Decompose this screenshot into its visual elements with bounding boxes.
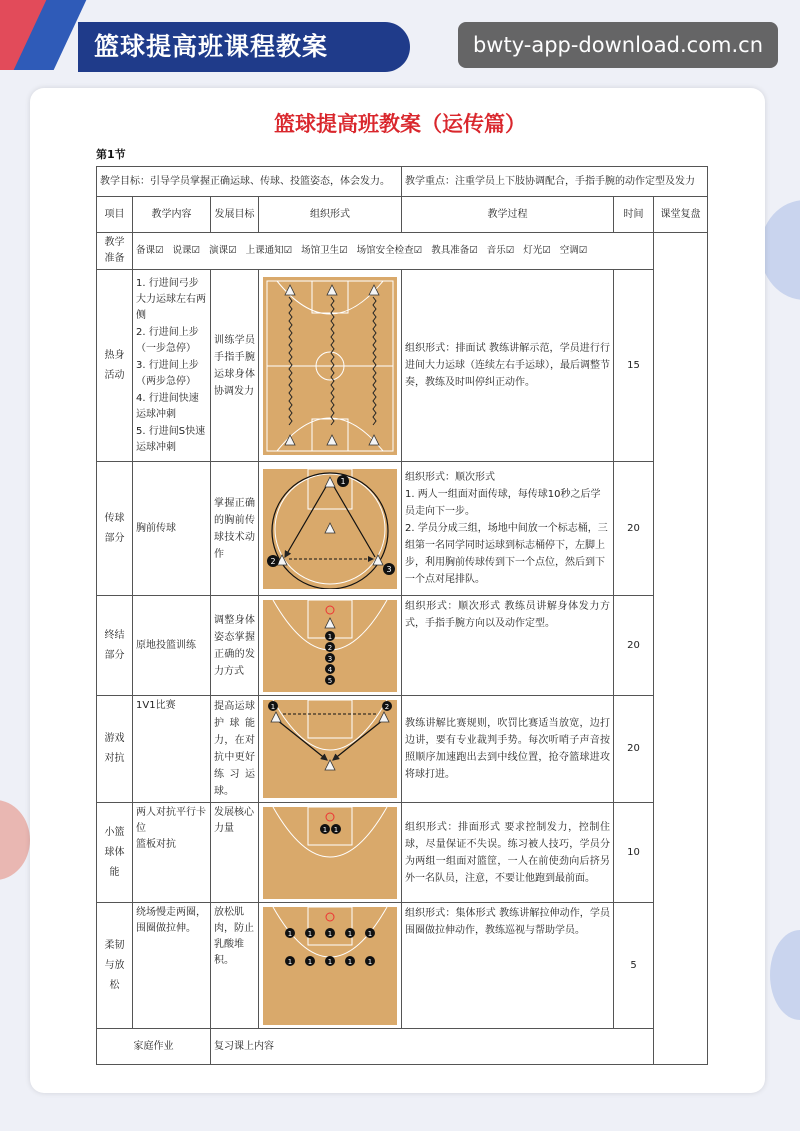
prep-item: 上课通知☑ bbox=[245, 245, 293, 256]
row-process: 组织形式：顺次形式 教练员讲解身体发力方式，手指手腕方向以及动作定型。 bbox=[402, 596, 614, 696]
row-time: 5 bbox=[614, 903, 654, 1029]
row-content: 1V1比赛 bbox=[133, 696, 211, 803]
row-goal: 训练学员手指手腕运球身体协调发力 bbox=[211, 270, 259, 462]
row-time: 10 bbox=[614, 803, 654, 903]
player-label: 1 bbox=[367, 957, 373, 966]
player-label: 1 bbox=[287, 929, 293, 938]
court-diagram-stretch bbox=[263, 907, 397, 1025]
diagram-cell bbox=[259, 803, 402, 903]
row-item: 小篮球体能 bbox=[97, 803, 133, 903]
prep-item: 演课☑ bbox=[209, 245, 237, 256]
player-label: 2 bbox=[270, 556, 276, 566]
process-line: 2. 学员分成三组，场地中间放一个标志桶，三组第一名同学同时运球到标志桶停下，左脚上步，利用胸前传球传到下一个点位，然后到下一个点对尾排队。 bbox=[405, 523, 608, 585]
player-label: 1 bbox=[327, 929, 333, 938]
player-label: 1 bbox=[322, 825, 328, 834]
site-watermark[interactable]: bwty-app-download.com.cn bbox=[458, 22, 778, 68]
player-label: 1 bbox=[327, 957, 333, 966]
player-label: 2 bbox=[327, 643, 333, 652]
diagram-cell bbox=[259, 462, 402, 596]
player-label: 1 bbox=[333, 825, 339, 834]
player-label: 3 bbox=[327, 654, 333, 663]
row-process: 组织形式：排面形式 要求控制发力，控制住球，尽量保证不失误。练习被人技巧，学员分为两组一组面对篮筐，一人在前使劲向后挤另外一名队员，注意，不要让他跑到最前面。 bbox=[402, 803, 614, 903]
player-label: 1 bbox=[307, 929, 313, 938]
row-content bbox=[133, 270, 211, 462]
document-title: 篮球提高班教案（运传篇） bbox=[274, 112, 526, 136]
prep-item: 教具准备☑ bbox=[431, 245, 478, 256]
corner-decoration bbox=[0, 0, 90, 70]
court-diagram-1v1 bbox=[263, 700, 397, 798]
player-label: 5 bbox=[327, 676, 333, 685]
row-time: 20 bbox=[614, 596, 654, 696]
prep-item: 说课☑ bbox=[172, 245, 201, 256]
prep-item: 空调☑ bbox=[559, 245, 588, 256]
header-process: 教学过程 bbox=[402, 197, 614, 233]
row-item: 柔韧与放松 bbox=[97, 903, 133, 1029]
row-content bbox=[133, 803, 211, 903]
player-label: 1 bbox=[307, 957, 313, 966]
row-time: 20 bbox=[614, 462, 654, 596]
court-diagram-boxout bbox=[263, 807, 397, 899]
content-line: 3. 行进间上步（两步急停） bbox=[136, 359, 199, 387]
player-label: 4 bbox=[327, 665, 333, 674]
row-goal: 调整身体姿态掌握正确的发力方式 bbox=[211, 596, 259, 696]
process-line: 组织形式：顺次形式 bbox=[405, 472, 495, 483]
teaching-focus: 教学重点：注重学员上下肢协调配合，手指手腕的动作定型及发力 bbox=[402, 167, 708, 197]
player-label: 1 bbox=[287, 957, 293, 966]
row-content: 胸前传球 bbox=[133, 462, 211, 596]
row-time: 15 bbox=[614, 270, 654, 462]
banner-title: 篮球提高班课程教案 bbox=[78, 22, 410, 72]
header-time: 时间 bbox=[614, 197, 654, 233]
diagram-cell bbox=[259, 696, 402, 803]
court-diagram-shooting bbox=[263, 600, 397, 692]
content-line: 两人对抗平行卡位 bbox=[136, 807, 206, 834]
player-label: 1 bbox=[347, 929, 353, 938]
header-item: 项目 bbox=[97, 197, 133, 233]
player-label: 1 bbox=[327, 632, 333, 641]
court-diagram-passing bbox=[263, 469, 397, 589]
header-review: 课堂复盘 bbox=[654, 197, 708, 233]
row-item: 传球部分 bbox=[97, 462, 133, 596]
row-content: 原地投篮训练 bbox=[133, 596, 211, 696]
row-process: 教练讲解比赛规则，吹罚比赛适当放宽，边打边讲，要有专业裁判手势。每次听哨子声音按照顺序加速跑出去到中线位置，抢夺篮球进攻将球打进。 bbox=[402, 696, 614, 803]
diagram-cell bbox=[259, 903, 402, 1029]
row-goal: 掌握正确的胸前传球技术动作 bbox=[211, 462, 259, 596]
diagram-cell bbox=[259, 270, 402, 462]
content-line: 4. 行进间快速运球冲刺 bbox=[136, 392, 199, 420]
content-line: 5. 行进间S快速运球冲刺 bbox=[136, 425, 206, 453]
teaching-goal: 教学目标：引导学员掌握正确运球、传球、投篮姿态，体会发力。 bbox=[97, 167, 402, 197]
player-label: 3 bbox=[386, 564, 392, 574]
lesson-plan-table bbox=[96, 166, 708, 1065]
header-org: 组织形式 bbox=[259, 197, 402, 233]
player-label: 2 bbox=[384, 703, 390, 711]
court-diagram-warmup bbox=[263, 277, 397, 455]
decor-circle-right bbox=[760, 200, 800, 300]
content-line: 篮板对抗 bbox=[136, 839, 176, 850]
prep-item: 音乐☑ bbox=[486, 245, 515, 256]
row-goal: 放松肌肉，防止乳酸堆积。 bbox=[211, 903, 259, 1029]
row-item: 游戏对抗 bbox=[97, 696, 133, 803]
row-goal: 发展核心力量 bbox=[211, 803, 259, 903]
prep-item: 备课☑ bbox=[136, 245, 164, 256]
section-label: 第1节 bbox=[96, 148, 126, 161]
prep-checklist bbox=[133, 233, 654, 270]
player-label: 1 bbox=[367, 929, 373, 938]
player-label: 1 bbox=[347, 957, 353, 966]
homework-value: 复习课上内容 bbox=[211, 1029, 654, 1065]
content-line: 2. 行进间上步（一步急停） bbox=[136, 326, 199, 354]
header-dev-goal: 发展目标 bbox=[211, 197, 259, 233]
row-process: 组织形式：集体形式 教练讲解拉伸动作，学员围圈做拉伸动作，教练巡视与帮助学员。 bbox=[402, 903, 614, 1029]
prep-item: 灯光☑ bbox=[523, 245, 551, 256]
content-line: 1. 行进间弓步大力运球左右两侧 bbox=[136, 277, 206, 321]
header-content: 教学内容 bbox=[133, 197, 211, 233]
diagram-cell bbox=[259, 596, 402, 696]
player-label: 1 bbox=[340, 476, 346, 486]
row-item: 热身活动 bbox=[97, 270, 133, 462]
review-cell bbox=[654, 233, 708, 1065]
row-time: 20 bbox=[614, 696, 654, 803]
row-goal: 提高运球护球能力，在对抗中更好练习运球。 bbox=[211, 696, 259, 803]
row-process: 组织形式：排面试 教练讲解示范，学员进行行进间大力运球（连续左右手运球），最后调整节奏，教练及时叫停纠正动作。 bbox=[402, 270, 614, 462]
prep-label: 教学准备 bbox=[97, 233, 133, 270]
row-content: 绕场慢走两圈，围圈做拉伸。 bbox=[133, 903, 211, 1029]
prep-item: 场馆安全检查☑ bbox=[356, 245, 423, 256]
homework-label: 家庭作业 bbox=[97, 1029, 211, 1065]
row-item: 终结部分 bbox=[97, 596, 133, 696]
prep-item: 场馆卫生☑ bbox=[301, 245, 348, 256]
player-label: 1 bbox=[270, 703, 276, 711]
decor-circle-right-lower bbox=[770, 930, 800, 1020]
row-process bbox=[402, 462, 614, 596]
process-line: 1. 两人一组面对面传球，每传球10秒之后学员走向下一步。 bbox=[405, 489, 601, 517]
decor-circle-left bbox=[0, 800, 30, 880]
